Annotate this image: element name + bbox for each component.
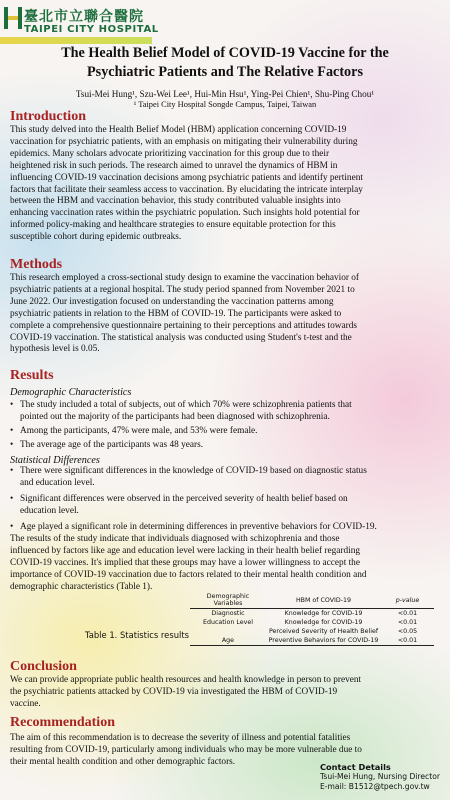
text-line: influencing COVID-19 vaccination decisions among psychiatric patients and identify pertinent xyxy=(10,172,363,183)
text-line: The aim of this recommendation is to decrease the severity of illness and potential fatalities xyxy=(10,733,351,743)
text-line: The study included a total of subjects, out of which 70% were schizophrenia patients that xyxy=(20,400,352,410)
text-line: and education level. xyxy=(20,477,95,488)
text-line: Significant differences were observed in the perceived severity of health belief based on xyxy=(20,494,348,504)
contact-heading: Contact Details xyxy=(320,762,391,772)
bullet-item xyxy=(10,400,442,424)
text-line: heightened risk in such periods. The research aimed to unravel the dynamics of HBM in xyxy=(10,160,338,171)
table-cell: <0.01 xyxy=(397,610,418,617)
author: Szu-Wei Lee¹, xyxy=(139,89,193,99)
text-line: importance of COVID-19 vaccination due to factors related to their mental health condition and xyxy=(10,569,367,580)
bullet-icon: • xyxy=(10,494,14,504)
introduction-heading: Introduction xyxy=(10,109,86,124)
statistics-table xyxy=(190,592,434,646)
results-summary xyxy=(10,534,442,594)
contact-email: E-mail: B1512@tpech.gov.tw xyxy=(320,782,430,791)
text-line: vaccine. xyxy=(10,698,41,709)
text-line: There were significant differences in the knowledge of COVID-19 based on diagnostic status xyxy=(20,466,367,476)
bullet-icon: • xyxy=(10,466,14,476)
author: Shu-Ping Chou¹ xyxy=(314,89,375,99)
text-line: COVID-19 vaccination. The statistical analysis was conducted using Student's t-test and the xyxy=(10,332,352,343)
contact-name: Tsui-Mei Hung, Nursing Director xyxy=(320,772,440,781)
affiliation: ¹ Taipei City Hospital Songde Campus, Taipei, Taiwan xyxy=(133,100,317,109)
text-line: influenced by factors like age and education level were lacking in their health belief regarding xyxy=(10,545,361,556)
text-line: psychiatric patients in relation to the HBM of COVID-19. The participants were asked to xyxy=(10,308,342,319)
text-line: complete a comprehensive questionnaire pertaining to their perceptions and attitudes towards xyxy=(10,320,357,331)
table-caption: Table 1. Statistics results xyxy=(85,630,189,640)
table-row xyxy=(190,618,434,627)
text-line: susceptible cohort during epidemic outbreaks. xyxy=(10,232,182,243)
text-line: epidemics. Many scholars advocate prioritizing vaccination for this group due to their xyxy=(10,148,330,159)
bullet-item xyxy=(10,494,442,518)
results-heading: Results xyxy=(10,368,54,383)
text-line: COVID-19 vaccines. It's implied that these groups may have a lower willingness to accept the xyxy=(10,557,360,568)
text-line: This study delved into the Health Belief Model (HBM) application concerning COVID-19 xyxy=(10,125,347,135)
contact-details xyxy=(320,762,446,792)
methods-heading: Methods xyxy=(10,257,63,272)
text-line: resulting from COVID-19, particularly among individuals who may be more vulnerable due to xyxy=(10,744,362,755)
text-line: their mental health condition and other demographic factors. xyxy=(10,756,236,767)
table-cell: Preventive Behaviors for COVID-19 xyxy=(266,636,381,646)
conclusion-heading: Conclusion xyxy=(10,659,77,674)
text-line: vaccination for psychiatric patients, with an emphasis on mitigating their vulnerability during xyxy=(10,136,358,147)
author: Ying-Pei Chien¹, xyxy=(250,89,313,99)
table-cell: <0.05 xyxy=(397,628,418,635)
table-row xyxy=(190,609,434,619)
bullet-item xyxy=(10,466,442,490)
text-line: pointed out the majority of the participants had been diagnosed with schizophrenia. xyxy=(20,411,330,422)
poster-title xyxy=(10,44,440,82)
title-line-2: Psychiatric Patients and The Relative Factors xyxy=(87,64,363,80)
text-line: June 2022. Our investigation focused on understanding the vaccination patterns among xyxy=(10,296,334,307)
text-line: The results of the study indicate that individuals diagnosed with schizophrenia and those xyxy=(10,534,340,544)
hospital-name-en: TAIPEI CITY HOSPITAL xyxy=(24,24,159,35)
bullet-item xyxy=(10,426,442,438)
table-cell: Knowledge for COVID-19 xyxy=(284,610,363,617)
text-line: between the HBM and vaccination behavior, this study contributed valuable insights into xyxy=(10,196,341,207)
table-cell: Diagnostic xyxy=(211,610,245,617)
author: Hui-Min Hsu¹, xyxy=(194,89,249,99)
table-cell: Knowledge for COVID-19 xyxy=(284,619,363,626)
differences-heading: Statistical Differences xyxy=(10,455,100,466)
table-header-row xyxy=(190,592,434,609)
text-line: This research employed a cross-sectional study design to examine the vaccination behavior of xyxy=(10,273,360,283)
author: Tsui-Mei Hung¹, xyxy=(75,89,138,99)
text-line: Age played a significant role in determining differences in preventive behaviors for COVID-19. xyxy=(20,522,377,532)
text-line: hypothesis level is 0.05. xyxy=(10,344,100,355)
table-cell: Perceived Severity of Health Belief xyxy=(268,628,379,635)
table-cell: <0.01 xyxy=(397,619,418,626)
text-line: the psychiatric patients attacked by COVID-19 via investigated the HBM of COVID-19 xyxy=(10,686,338,697)
bullet-icon: • xyxy=(10,440,14,450)
hospital-logo-icon xyxy=(3,6,23,30)
text-line: Among the participants, 47% were male, and 53% were female. xyxy=(20,426,258,436)
table-header-cell: HBM of COVID-19 xyxy=(266,592,381,609)
bullet-icon: • xyxy=(10,522,14,532)
text-line: education level. xyxy=(20,505,79,516)
hospital-header xyxy=(0,0,450,44)
table-cell: Age xyxy=(190,636,266,646)
bullet-item xyxy=(10,440,442,452)
text-line: demographic characteristics (Table 1). xyxy=(10,581,153,592)
recommendation-heading: Recommendation xyxy=(10,715,115,730)
table-header-cell: Demographic Variables xyxy=(190,592,266,609)
header-accent-bar xyxy=(0,37,152,44)
bullet-item xyxy=(10,522,442,534)
text-line: enhancing vaccination rates within the psychiatric population. Such insights hold potential for xyxy=(10,208,360,219)
text-line: informed policy-making and healthcare strategies to ensure equitable protection for this xyxy=(10,220,336,231)
author-list xyxy=(10,88,440,100)
text-line: We can provide appropriate public health resources and health knowledge in person to prevent xyxy=(10,675,362,685)
text-line: psychiatric patients at a regional hospital. The study period spanned from November 2021 to xyxy=(10,284,355,295)
table-row xyxy=(190,627,434,636)
table-cell xyxy=(190,627,266,636)
table-row xyxy=(190,636,434,646)
text-line: The average age of the participants was 48 years. xyxy=(20,440,204,450)
methods-text xyxy=(10,273,442,356)
text-line: factors that facilitate their seamless access to vaccination. By elucidating the intricate interplay xyxy=(10,184,363,195)
table-header-cell: p-value xyxy=(381,592,434,609)
title-line-1: The Health Belief Model of COVID-19 Vaccine for the xyxy=(61,45,389,61)
demographic-heading: Demographic Characteristics xyxy=(10,387,132,398)
conclusion-text xyxy=(10,675,442,711)
hospital-name-zh: 臺北市立聯合醫院 xyxy=(24,9,144,25)
bullet-icon: • xyxy=(10,426,14,436)
table-cell: Education Level xyxy=(202,619,253,626)
table-cell: <0.01 xyxy=(381,636,434,646)
bullet-icon: • xyxy=(10,400,14,410)
introduction-text xyxy=(10,125,442,244)
